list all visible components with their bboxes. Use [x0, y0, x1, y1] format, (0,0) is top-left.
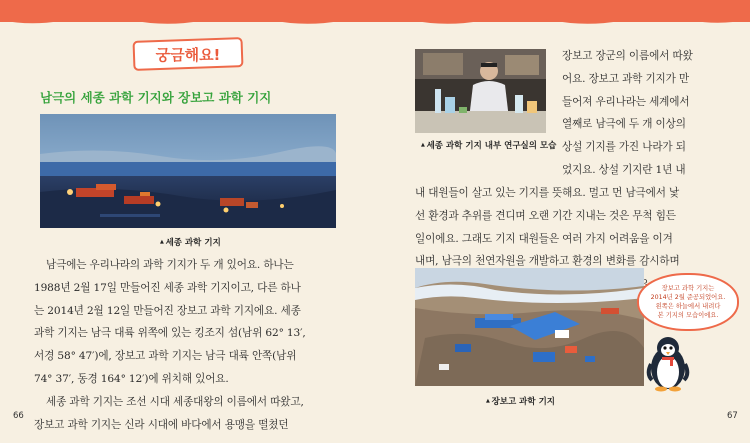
body-line: 1988년 2월 17일 만들어진 세종 과학 기지이고, 다른 하나: [34, 281, 301, 294]
curious-badge: [133, 39, 243, 69]
lab-photo: [415, 49, 546, 133]
sejong-station-photo: [40, 114, 336, 228]
right-body-text-top: [562, 45, 740, 182]
body-line: 었지요. 상설 기지란 1년 내: [562, 163, 686, 176]
body-line: 일이에요. 그래도 기지 대원들은 여러 가지 어려움을 이겨: [415, 232, 673, 245]
page-number-right: 67: [727, 411, 738, 421]
body-line: 내 대원들이 살고 있는 기지를 뜻해요. 멀고 먼 남극에서 낯: [415, 187, 680, 199]
body-line: 어요. 장보고 과학 기지가 만: [562, 72, 690, 85]
body-line: 열째로 남극에 두 개 이상의: [562, 118, 686, 131]
bubble-line: 왼쪽은 하늘에서 내려다: [655, 303, 721, 310]
body-line: 장보고 장군의 이름에서 따왔: [562, 50, 693, 62]
body-line: 상설 기지를 가진 나라가 되: [562, 141, 686, 154]
bubble-line: 2014년 2월 준공되었어요.: [650, 294, 726, 301]
body-line: 장보고 과학 기지는 신라 시대에 바다에서 용맹을 떨쳤던: [34, 418, 289, 431]
page-number-left: 66: [13, 411, 24, 421]
bubble-line: 본 기지의 모습이에요.: [657, 312, 719, 319]
body-line: 남극에는 우리나라의 과학 기지가 두 개 있어요. 하나는: [46, 259, 294, 271]
penguin-illustration: [644, 334, 692, 396]
body-line: 74° 37′, 동경 164° 12′)에 위치해 있어요.: [34, 372, 229, 385]
body-line: 들어져 우리나라는 세계에서: [562, 95, 690, 108]
right-page: [375, 0, 750, 443]
body-line: 서경 58° 47′)에, 장보고 과학 기지는 남극 대륙 안쪽(남위: [34, 350, 297, 363]
jangbogo-photo-caption: ▲ 장보고 과학 기지: [486, 395, 555, 407]
badge-text: 궁금해요!: [155, 46, 221, 64]
lab-photo-caption: ▲ 세종 과학 기지 내부 연구실의 모습: [421, 139, 556, 151]
body-line: 내며, 남극의 천연자원을 개발하고 환경의 변화를 감시하며: [415, 255, 680, 268]
speech-bubble: [637, 273, 739, 331]
body-line: 과학 기지는 남극 대륙 위쪽에 있는 킹조지 섬(남위 62° 13′,: [34, 327, 306, 340]
bubble-line: 장보고 과학 기지는: [661, 285, 715, 292]
left-body-text: [34, 254, 340, 436]
section-title: 남극의 세종 과학 기지와 장보고 과학 기지: [40, 90, 272, 105]
body-line: 세종 과학 기지는 조선 시대 세종대왕의 이름에서 따왔고,: [46, 395, 304, 408]
jangbogo-station-aerial-photo: [415, 268, 644, 386]
sejong-photo-caption: ▲ 세종 과학 기지: [160, 236, 221, 248]
body-line: 는 2014년 2월 12일 만들어진 장보고 과학 기지에요. 세종: [34, 304, 301, 317]
body-line: 선 환경과 추위를 견디며 오랜 기간 지내는 것은 무척 힘든: [415, 209, 676, 222]
